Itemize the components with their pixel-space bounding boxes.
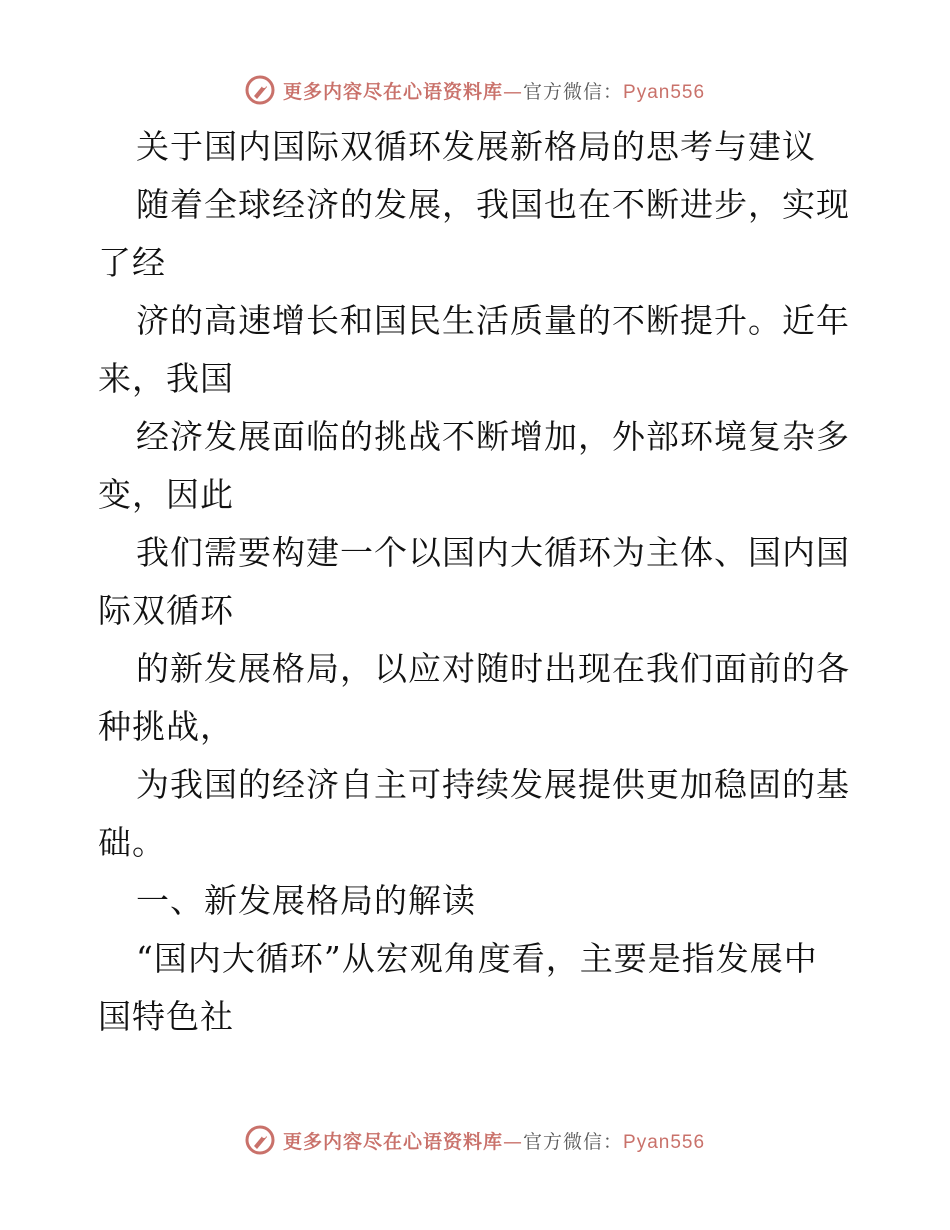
document-title: 关于国内国际双循环发展新格局的思考与建议 [136, 127, 816, 166]
paragraph-line: 济的高速增长和国民生活质量的不断提升。近年 [136, 301, 850, 340]
header-text: 更多内容尽在心语资料库—官方微信：Pyan556 [282, 80, 706, 103]
paragraph-line: 变，因此 [98, 475, 234, 514]
paragraph-line: 我们需要构建一个以国内大循环为主体、国内国 [136, 533, 850, 572]
document-body [98, 118, 858, 1046]
paragraph-line: 经济发展面临的挑战不断增加，外部环境复杂多 [136, 417, 850, 456]
header-watermark [0, 70, 950, 110]
paragraph-line: 际双循环 [98, 591, 234, 630]
paragraph-line: 础。 [98, 823, 166, 862]
paragraph-line: 了经 [98, 243, 166, 282]
paragraph-line: “国内大循环”从宏观角度看，主要是指发展中 [136, 939, 818, 978]
paragraph-line: 为我国的经济自主可持续发展提供更加稳固的基 [136, 765, 850, 804]
paragraph-line: 国特色社 [98, 997, 234, 1036]
footer-text: 更多内容尽在心语资料库—官方微信：Pyan556 [282, 1130, 706, 1153]
paragraph-line: 种挑战， [98, 707, 234, 746]
paragraph-line: 随着全球经济的发展，我国也在不断进步，实现 [136, 185, 850, 224]
footer-watermark [0, 1120, 950, 1160]
paragraph-line: 的新发展格局，以应对随时出现在我们面前的各 [136, 649, 850, 688]
paragraph-line: 来，我国 [98, 359, 234, 398]
pen-logo-icon [245, 1125, 275, 1155]
section-heading: 一、新发展格局的解读 [136, 881, 476, 920]
pen-logo-icon [245, 75, 275, 105]
